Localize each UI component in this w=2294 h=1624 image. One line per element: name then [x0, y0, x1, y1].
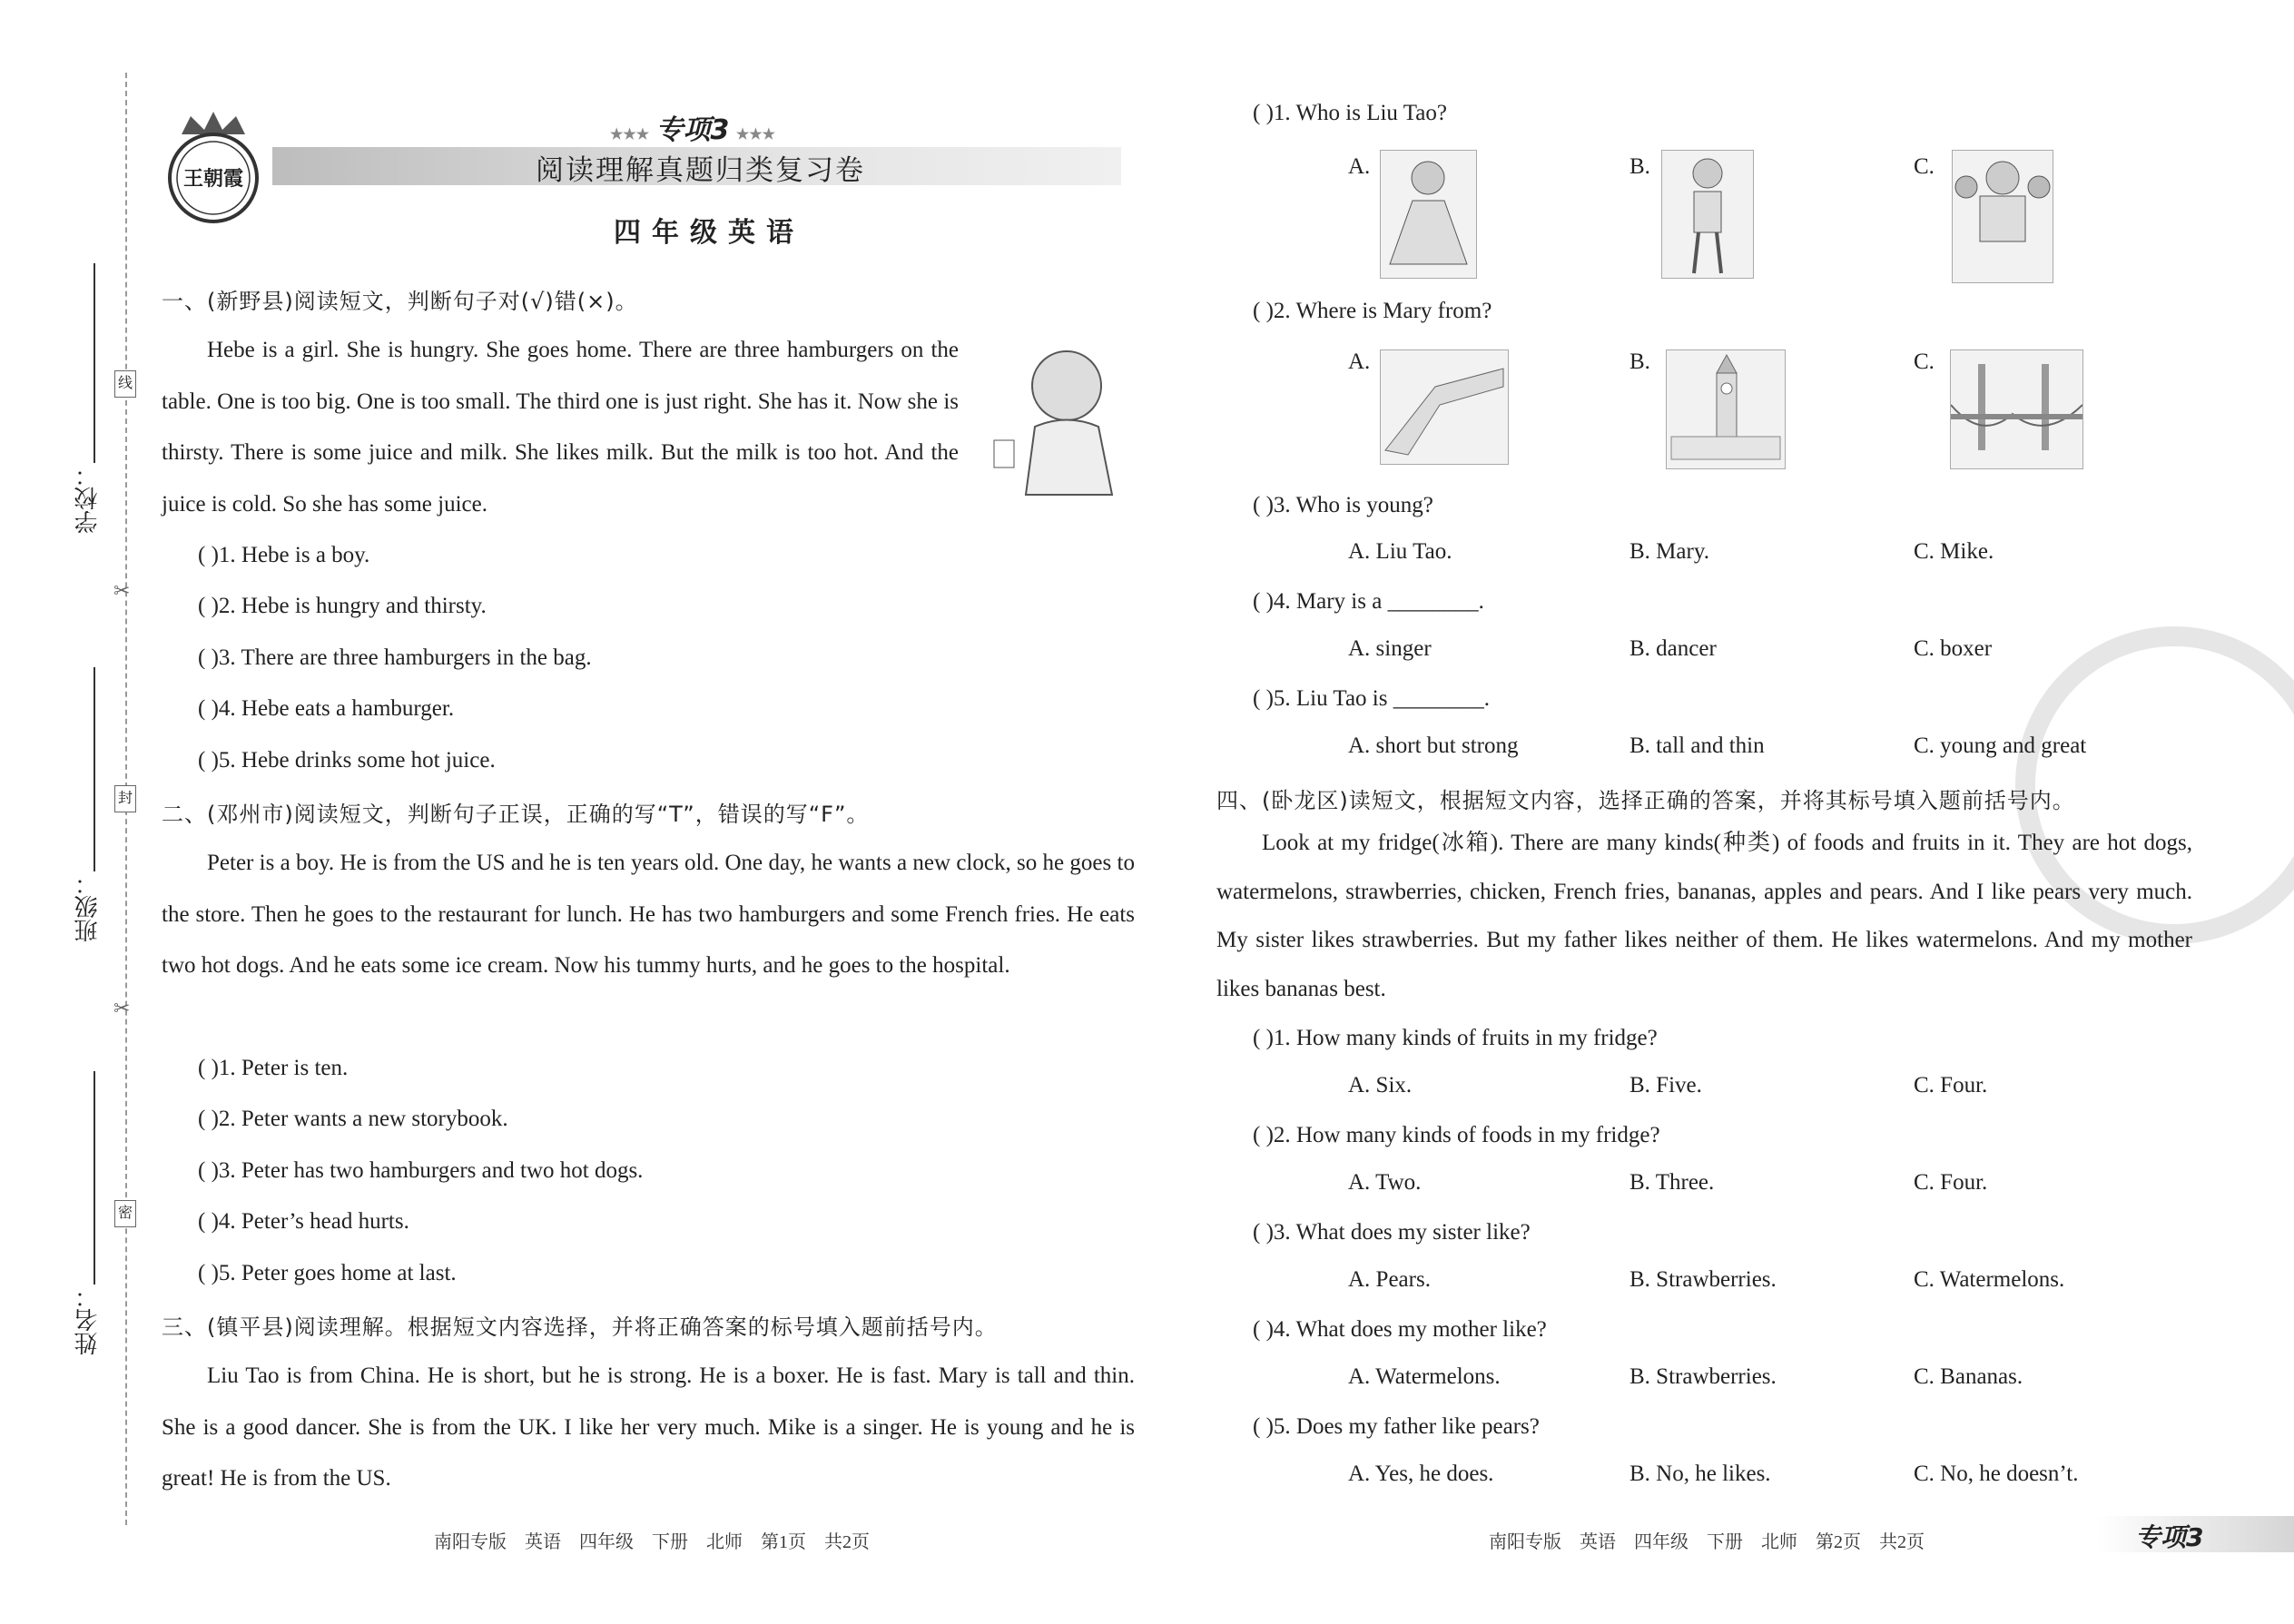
s1-q4: ( )4. Hebe eats a hamburger. [198, 696, 455, 721]
class-underline [94, 667, 95, 871]
s3-q2-opt-b: B. [1629, 349, 1650, 374]
s2-q5: ( )5. Peter goes home at last. [198, 1261, 457, 1285]
s4-q3-opt-b: B. Strawberries. [1629, 1267, 1777, 1292]
section2-passage [162, 838, 1135, 992]
mark-secret: 密 [114, 1200, 136, 1227]
section1-passage-text: Hebe is a girl. She is hungry. She goes home. There are three hamburgers on the table. One is too big. One is too small. The third one is just right. She has it. Now she is thirsty. There is some juice and milk. She likes milk. But the milk is too hot. And the juice is cold. So she has some juice. [162, 338, 959, 517]
s3-q4: ( )4. Mary is a ________. [1253, 589, 1484, 614]
s4-q2-opt-c: C. Four. [1914, 1170, 1988, 1195]
mark-seal: 封 [114, 785, 136, 812]
section2-passage-text: Peter is a boy. He is from the US and he is ten years old. One day, he wants a new clock, so he goes to the store. Then he goes to the restaurant for lunch. He has two hamburgers and some French fries. He eats two hot dogs. And he eats some ice cream. Now his tummy hurts, and he goes to the hospital. [162, 851, 1135, 978]
s4-q5: ( )5. Does my father like pears? [1253, 1414, 1540, 1439]
s1-q2: ( )2. Hebe is hungry and thirsty. [198, 594, 487, 618]
logo [163, 107, 263, 230]
s4-q1-opt-b: B. Five. [1629, 1073, 1702, 1097]
school-underline [94, 263, 95, 463]
section3-passage-text: Liu Tao is from China. He is short, but he is strong. He is a boxer. He is fast. Mary is tall and thin. She is a good dancer. She is from the UK. I like her very much. Mike is a singer. He is young and he is great! He is from the US. [162, 1363, 1135, 1491]
s3-q4-opt-a: A. singer [1348, 636, 1432, 661]
mark-line: 线 [114, 370, 136, 398]
s2-q1: ( )1. Peter is ten. [198, 1056, 349, 1080]
s4-q2-opt-a: A. Two. [1348, 1170, 1422, 1195]
golden-gate-picture [1950, 349, 2083, 469]
s3-q2: ( )2. Where is Mary from? [1253, 299, 1492, 323]
s4-q3-opt-a: A. Pears. [1348, 1267, 1431, 1292]
s4-q4-opt-c: C. Bananas. [1914, 1364, 2023, 1389]
section4-heading: 四、(卧龙区)读短文，根据短文内容，选择正确的答案，并将其标号填入题前括号内。 [1216, 788, 2075, 813]
s4-q1: ( )1. How many kinds of fruits in my fridge? [1253, 1026, 1658, 1050]
s3-q5: ( )5. Liu Tao is ________. [1253, 686, 1490, 711]
section1-passage [162, 325, 959, 530]
s4-q4: ( )4. What does my mother like? [1253, 1317, 1547, 1342]
name-underline [94, 1071, 95, 1284]
s1-q5: ( )5. Hebe drinks some hot juice. [198, 748, 496, 773]
section1-heading: 一、(新野县)阅读短文，判断句子对(√)错(×)。 [162, 289, 638, 314]
s3-q1-opt-a: A. [1348, 154, 1371, 179]
section2-heading: 二、(邓州市)阅读短文，判断句子正误，正确的写“T”，错误的写“F”。 [162, 802, 870, 827]
s3-q1-opt-c: C. [1914, 154, 1935, 179]
s2-q3: ( )3. Peter has two hamburgers and two hot dogs. [198, 1158, 644, 1183]
s4-q1-opt-c: C. Four. [1914, 1073, 1988, 1097]
topic-line [610, 107, 775, 147]
topic-title: 专项3 [655, 114, 730, 146]
s3-q5-opt-c: C. young and great [1914, 733, 2087, 758]
s3-q3-opt-c: C. Mike. [1914, 539, 1994, 564]
s4-q2-opt-b: B. Three. [1629, 1170, 1715, 1195]
stars-left: ★★★ [610, 127, 650, 143]
s2-q4: ( )4. Peter’s head hurts. [198, 1209, 409, 1234]
s3-q3: ( )3. Who is young? [1253, 493, 1433, 517]
s3-q4-opt-b: B. dancer [1629, 636, 1717, 661]
s4-q2: ( )2. How many kinds of foods in my fridge? [1253, 1123, 1660, 1147]
stars-right: ★★★ [735, 127, 775, 143]
s3-q5-opt-a: A. short but strong [1348, 733, 1519, 758]
logo-text: 王朝霞 [182, 167, 243, 191]
s3-q3-opt-b: B. Mary. [1629, 539, 1709, 564]
s1-q3: ( )3. There are three hamburgers in the bag. [198, 645, 592, 670]
s4-q3-opt-c: C. Watermelons. [1914, 1267, 2065, 1292]
banner-title: 阅读理解真题归类复习卷 [536, 154, 865, 187]
s3-q4-opt-c: C. boxer [1914, 636, 1993, 661]
s3-q2-opt-c: C. [1914, 349, 1935, 374]
s4-q4-opt-a: A. Watermelons. [1348, 1364, 1501, 1389]
s4-q4-opt-b: B. Strawberries. [1629, 1364, 1777, 1389]
scissors-icon: ✂ [113, 579, 131, 602]
s3-q1: ( )1. Who is Liu Tao? [1253, 101, 1447, 125]
s3-q3-opt-a: A. Liu Tao. [1348, 539, 1452, 564]
boxer-picture [1952, 150, 2053, 283]
dancer-picture [1380, 150, 1477, 279]
s4-q5-opt-b: B. No, he likes. [1629, 1462, 1771, 1486]
class-label: 班级： [74, 871, 102, 942]
page-subtitle: 四年级英语 [614, 217, 804, 249]
school-label: 学校： [74, 463, 102, 534]
footer-left: 南阳专版 英语 四年级 下册 北师 第1页 共2页 [434, 1532, 870, 1552]
section3-passage [162, 1351, 1135, 1505]
section3-heading: 三、(镇平县)阅读理解。根据短文内容选择，并将正确答案的标号填入题前括号内。 [162, 1314, 998, 1340]
s3-q2-opt-a: A. [1348, 349, 1371, 374]
singer-picture [1661, 150, 1754, 279]
footer-tab-label: 专项3 [2135, 1522, 2204, 1552]
s3-q5-opt-b: B. tall and thin [1629, 733, 1765, 758]
s3-q1-opt-b: B. [1629, 154, 1650, 179]
name-label: 姓名： [74, 1284, 102, 1355]
s4-q5-opt-c: C. No, he doesn’t. [1914, 1462, 2079, 1486]
s4-q3: ( )3. What does my sister like? [1253, 1220, 1531, 1245]
section4-passage [1216, 819, 2192, 1013]
big-ben-picture [1666, 349, 1786, 469]
great-wall-picture [1380, 349, 1509, 465]
s2-q2: ( )2. Peter wants a new storybook. [198, 1107, 508, 1131]
s1-q1: ( )1. Hebe is a boy. [198, 543, 370, 567]
section4-passage-text: Look at my fridge(冰箱). There are many kinds(种类) of foods and fruits in it. They are hot dogs, watermelons, strawberries, chicken, French fries, bananas, apples and pears. And I like pears very much. My sister likes strawberries. But my father likes neither of them. He likes watermelons. And my mother likes bananas best. [1216, 831, 2192, 1001]
scissors-icon: ✂ [113, 997, 131, 1019]
girl-illustration [980, 340, 1126, 513]
s4-q5-opt-a: A. Yes, he does. [1348, 1462, 1494, 1486]
footer-right: 南阳专版 英语 四年级 下册 北师 第2页 共2页 [1489, 1532, 1925, 1552]
s4-q1-opt-a: A. Six. [1348, 1073, 1413, 1097]
